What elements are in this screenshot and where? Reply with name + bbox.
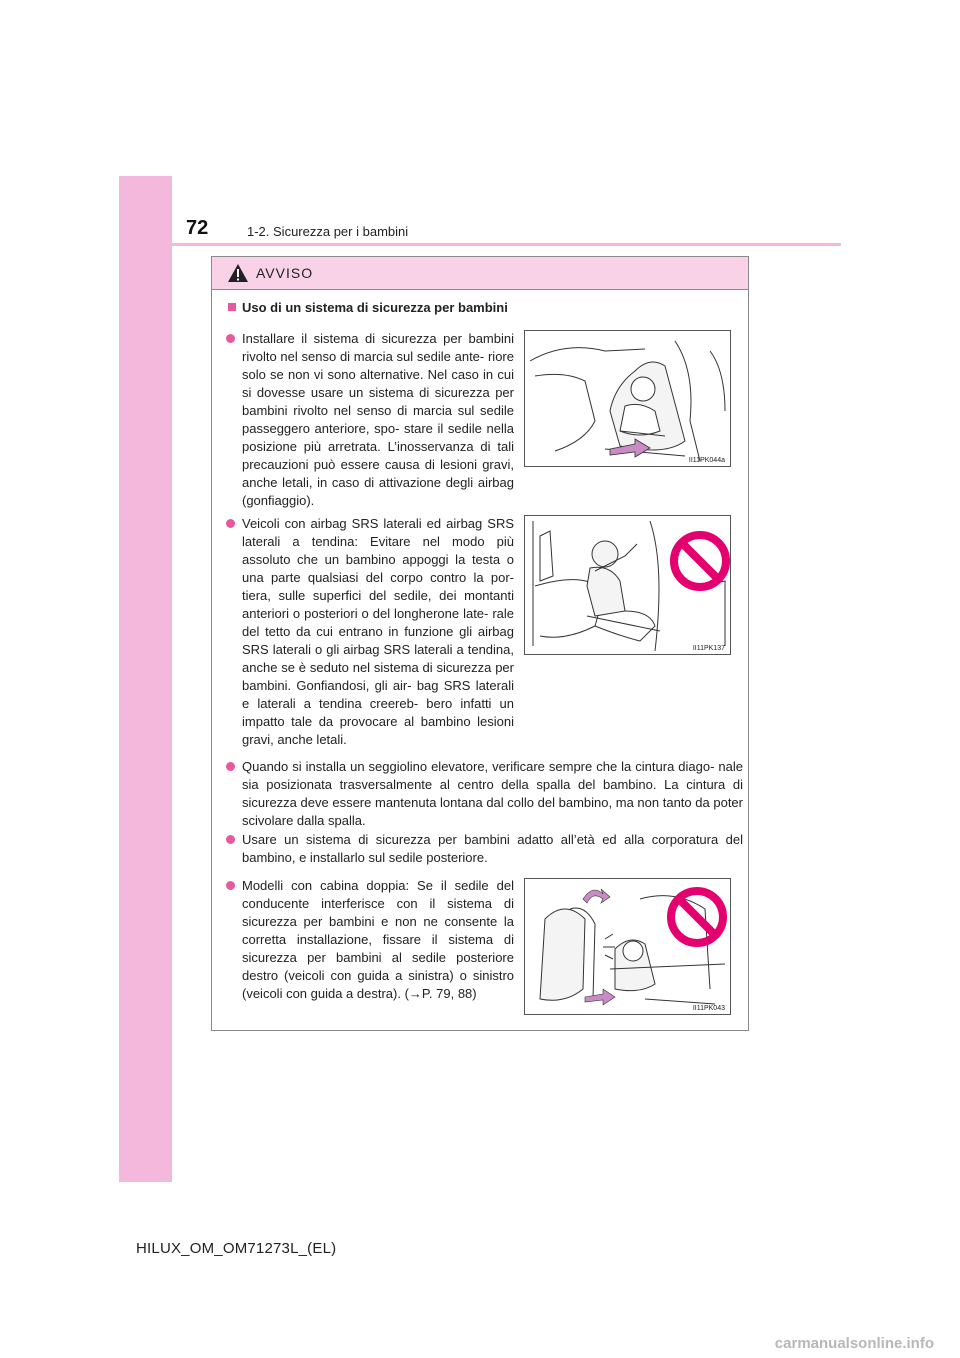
child-leaning-on-door-prohibited-illustration — [525, 516, 731, 655]
warning-bullet: Installare il sistema di sicurezza per bambini rivolto nel senso di marcia sul sedile ante- riore solo se non vi sono alternative. Nel caso in cui si dovesse usare un sistema di sicurezza per bambini rivolto nel senso di marcia sul sedile passeggero anteriore, spo- stare il sedile nella posizione più arretrata. L’inosservanza di tali precauzioni può essere causa di lesioni gravi, anche letali, in caso di attivazione degli airbag (gonfiaggio). — [242, 330, 514, 510]
page-number: 72 — [186, 217, 209, 239]
bullet-dot-icon — [226, 762, 235, 771]
figure-driver-seat-interference — [524, 878, 731, 1015]
warning-title: AVVISO — [256, 265, 314, 281]
bullet-dot-icon — [226, 835, 235, 844]
header-rule — [119, 243, 841, 246]
figure-code: II11PK137 — [692, 645, 725, 652]
warning-bullet: Veicoli con airbag SRS laterali ed airbag SRS laterali a tendina: Evitare nel modo più assoluto che un bambino appoggi la testa o una parte qualsiasi del corpo contro la por- tiera, sulle superfici del sedile, dei montanti anteriori o posteriori o del longherone late- rale del tetto da cui entrano in funzione gli airbag SRS laterali o gli airbag SRS laterali a tendina, anche se è seduto nel sistema di sicurezza per bambini. Gonfiandosi, gli air- bag SRS laterali e laterali a tendina creereb- bero infatti un impatto tale da provocare al bambino lesioni gravi, anche letali. — [242, 515, 514, 749]
figure-code: II11PK043 — [692, 1005, 725, 1012]
figure-code: II11PK044a — [688, 457, 725, 464]
driver-seat-interference-prohibited-illustration — [525, 879, 731, 1015]
bullet-dot-icon — [226, 881, 235, 890]
warning-triangle-icon — [227, 263, 249, 283]
document-code: HILUX_OM_OM71273L_(EL) — [136, 1240, 337, 1257]
warning-bullet: Modelli con cabina doppia: Se il sedile del conducente interferisce con il sistema di sicurezza per bambini e non ne consente la corretta installazione, fissare il sistema di sicurezza per bambini al sedile posteriore destro (veicoli con guida a sinistra) o sinistro (veicoli con guida a destra). (→P. 79, 88) — [242, 877, 514, 1003]
watermark: carmanualsonline.info — [774, 1335, 934, 1352]
forward-facing-child-seat-illustration — [525, 331, 731, 467]
figure-child-seat-forward — [524, 330, 731, 467]
warning-header — [212, 257, 748, 290]
bullet-dot-icon — [226, 334, 235, 343]
square-bullet-icon — [228, 303, 236, 311]
side-tab-band — [119, 176, 172, 1182]
warning-bullet: Usare un sistema di sicurezza per bambini adatto all’età ed alla corporatura del bambino, e installarlo sul sedile posteriore. — [242, 831, 743, 867]
bullet-dot-icon — [226, 519, 235, 528]
section-title: 1-2. Sicurezza per i bambini — [247, 224, 409, 239]
figure-child-door — [524, 515, 731, 655]
warning-subheading: Uso di un sistema di sicurezza per bambini — [228, 300, 508, 315]
warning-bullet: Quando si installa un seggiolino elevatore, verificare sempre che la cintura diago- nale sia posizionata trasversalmente al centro della spalla del bambino. La cintura di sicurezza deve essere mantenuta lontana dal collo del bambino, ma non tanto da poter scivolare dalla spalla. — [242, 758, 743, 830]
